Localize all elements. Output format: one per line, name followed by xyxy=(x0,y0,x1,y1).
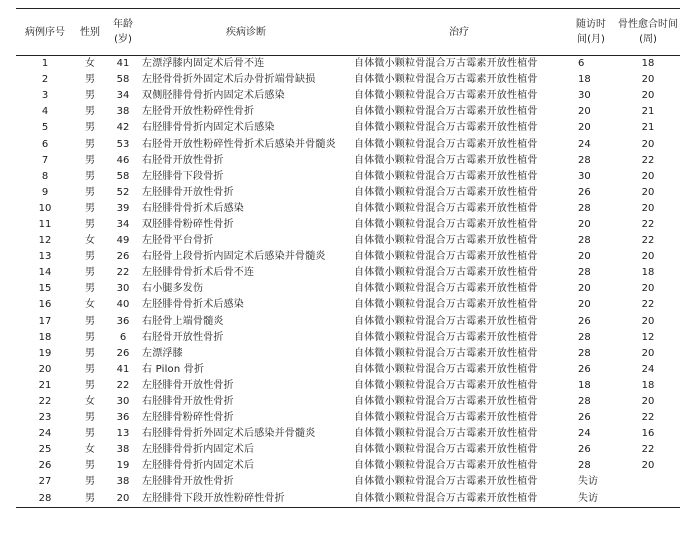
patient-table xyxy=(16,8,680,508)
header-case-number: 病例序号 xyxy=(16,9,74,56)
cell-treatment: 自体微小颗粒骨混合万古霉素开放性植骨 xyxy=(354,90,538,102)
cell-healing-time: 22 xyxy=(641,154,655,166)
cell-treatment: 自体微小颗粒骨混合万古霉素开放性植骨 xyxy=(354,186,538,198)
cell-follow-up: 18 xyxy=(578,74,591,86)
cell-age: 38 xyxy=(116,106,130,118)
cell-treatment: 自体微小颗粒骨混合万古霉素开放性植骨 xyxy=(354,106,538,118)
cell-case-number: 6 xyxy=(41,138,49,150)
cell-follow-up: 失访 xyxy=(566,491,616,508)
cell-age: 38 xyxy=(116,476,130,488)
table-row xyxy=(16,56,680,73)
cell-case-number: 2 xyxy=(41,74,49,86)
table-row xyxy=(16,136,680,152)
cell-case-number: 3 xyxy=(41,90,49,102)
cell-diagnosis: 左胫腓骨开放性骨折 xyxy=(142,186,234,198)
cell-healing-time: 20 xyxy=(641,396,655,408)
cell-diagnosis: 左胫腓骨下段开放性粉碎性骨折 xyxy=(140,491,352,508)
cell-healing-time: 20 xyxy=(641,138,655,150)
cell-age: 34 xyxy=(116,90,130,102)
cell-case-number: 28 xyxy=(16,491,74,508)
cell-case-number: 21 xyxy=(38,379,52,391)
table-row xyxy=(16,491,680,508)
cell-case-number: 7 xyxy=(41,154,49,166)
cell-healing-time: 22 xyxy=(641,444,655,456)
cell-diagnosis: 右胫骨开放性粉碎性骨折术后感染并骨髓炎 xyxy=(142,138,336,150)
cell-healing-time: 22 xyxy=(641,218,655,230)
cell-sex: 男 xyxy=(85,476,95,488)
table-row xyxy=(16,314,680,330)
cell-treatment: 自体微小颗粒骨混合万古霉素开放性植骨 xyxy=(354,315,538,327)
cell-age: 58 xyxy=(116,170,130,182)
cell-treatment: 自体微小颗粒骨混合万古霉素开放性植骨 xyxy=(354,267,538,279)
table-row xyxy=(16,233,680,249)
cell-age: 30 xyxy=(116,283,130,295)
table-row xyxy=(16,410,680,426)
header-follow-up: 随访时 间(月) xyxy=(566,9,616,56)
cell-diagnosis: 右 Pilon 骨折 xyxy=(142,363,205,375)
cell-follow-up: 24 xyxy=(578,138,591,150)
table-body xyxy=(16,56,680,508)
cell-diagnosis: 右胫腓骨骨折内固定术后感染 xyxy=(142,122,275,134)
cell-diagnosis: 右胫腓骨骨折术后感染 xyxy=(142,202,244,214)
cell-sex: 男 xyxy=(85,154,95,166)
cell-case-number: 14 xyxy=(38,267,52,279)
cell-follow-up: 28 xyxy=(578,154,591,166)
cell-diagnosis: 左胫腓骨骨折术后骨不连 xyxy=(142,267,255,279)
header-treatment: 治疗 xyxy=(352,9,566,56)
cell-treatment: 自体微小颗粒骨混合万古霉素开放性植骨 xyxy=(354,74,538,86)
cell-sex: 男 xyxy=(85,412,95,424)
cell-healing-time: 20 xyxy=(641,74,655,86)
cell-treatment: 自体微小颗粒骨混合万古霉素开放性植骨 xyxy=(354,170,538,182)
cell-age: 42 xyxy=(116,122,130,134)
table-row xyxy=(16,394,680,410)
cell-case-number: 1 xyxy=(41,58,49,70)
cell-diagnosis: 右胫骨上端骨髓炎 xyxy=(142,315,224,327)
cell-healing-time: 20 xyxy=(641,202,655,214)
cell-age: 6 xyxy=(119,331,127,343)
cell-treatment: 自体微小颗粒骨混合万古霉素开放性植骨 xyxy=(354,202,538,214)
cell-case-number: 10 xyxy=(38,202,52,214)
cell-treatment: 自体微小颗粒骨混合万古霉素开放性植骨 xyxy=(354,138,538,150)
table-row xyxy=(16,281,680,297)
cell-diagnosis: 左胫腓骨开放性骨折 xyxy=(142,476,234,488)
table-row xyxy=(16,346,680,362)
cell-healing-time: 22 xyxy=(641,299,655,311)
cell-diagnosis: 左胫腓骨骨折内固定术后 xyxy=(142,460,255,472)
cell-case-number: 25 xyxy=(38,444,52,456)
table-row xyxy=(16,104,680,120)
cell-sex: 男 xyxy=(85,251,95,263)
cell-healing-time: 20 xyxy=(641,283,655,295)
cell-follow-up: 30 xyxy=(578,90,591,102)
cell-healing-time: 18 xyxy=(641,58,655,70)
cell-healing-time: 20 xyxy=(641,251,655,263)
cell-follow-up: 30 xyxy=(578,170,591,182)
cell-healing-time: 12 xyxy=(641,331,655,343)
cell-diagnosis: 左胫腓骨骨折术后感染 xyxy=(142,299,244,311)
cell-case-number: 17 xyxy=(38,315,52,327)
cell-case-number: 22 xyxy=(38,396,52,408)
cell-sex: 女 xyxy=(85,444,95,456)
cell-healing-time: 20 xyxy=(641,460,655,472)
cell-case-number: 12 xyxy=(38,235,52,247)
header-healing-time: 骨性愈合时间 (周) xyxy=(616,9,680,56)
cell-sex: 男 xyxy=(85,138,95,150)
cell-age: 46 xyxy=(116,154,130,166)
cell-follow-up: 26 xyxy=(578,186,591,198)
cell-healing-time: 24 xyxy=(641,363,655,375)
cell-treatment: 自体微小颗粒骨混合万古霉素开放性植骨 xyxy=(354,396,538,408)
cell-healing-time: 16 xyxy=(641,428,655,440)
cell-treatment: 自体微小颗粒骨混合万古霉素开放性植骨 xyxy=(354,363,538,375)
cell-sex: 女 xyxy=(85,58,95,70)
cell-diagnosis: 右胫骨开放性骨折 xyxy=(142,154,224,166)
cell-healing-time xyxy=(616,491,680,508)
cell-follow-up: 28 xyxy=(578,347,591,359)
cell-case-number: 16 xyxy=(38,299,52,311)
table-row xyxy=(16,201,680,217)
cell-follow-up: 28 xyxy=(578,202,591,214)
cell-sex: 男 xyxy=(85,106,95,118)
cell-age: 41 xyxy=(116,363,130,375)
cell-diagnosis: 左胫腓骨骨折内固定术后 xyxy=(142,444,255,456)
cell-age: 34 xyxy=(116,218,130,230)
table-row xyxy=(16,72,680,88)
cell-treatment: 自体微小颗粒骨混合万古霉素开放性植骨 xyxy=(354,58,538,70)
cell-follow-up: 28 xyxy=(578,460,591,472)
cell-treatment: 自体微小颗粒骨混合万古霉素开放性植骨 xyxy=(354,331,538,343)
cell-sex: 男 xyxy=(85,379,95,391)
cell-sex: 男 xyxy=(85,218,95,230)
cell-case-number: 18 xyxy=(38,331,52,343)
table-row xyxy=(16,426,680,442)
cell-treatment: 自体微小颗粒骨混合万古霉素开放性植骨 xyxy=(354,154,538,166)
cell-diagnosis: 左胫骨开放性粉碎性骨折 xyxy=(142,106,255,118)
cell-follow-up: 24 xyxy=(578,428,591,440)
cell-sex: 男 xyxy=(85,170,95,182)
cell-healing-time xyxy=(616,474,680,490)
cell-follow-up: 20 xyxy=(578,218,591,230)
cell-sex: 男 xyxy=(85,74,95,86)
cell-healing-time: 20 xyxy=(641,170,655,182)
cell-sex: 男 xyxy=(85,267,95,279)
cell-age: 58 xyxy=(116,74,130,86)
cell-healing-time: 18 xyxy=(641,379,655,391)
cell-follow-up: 18 xyxy=(578,379,591,391)
cell-age: 53 xyxy=(116,138,130,150)
table-row xyxy=(16,458,680,474)
cell-treatment: 自体微小颗粒骨混合万古霉素开放性植骨 xyxy=(354,460,538,472)
cell-treatment: 自体微小颗粒骨混合万古霉素开放性植骨 xyxy=(354,235,538,247)
cell-treatment: 自体微小颗粒骨混合万古霉素开放性植骨 xyxy=(354,218,538,230)
table-row xyxy=(16,217,680,233)
table-row xyxy=(16,153,680,169)
cell-case-number: 20 xyxy=(38,363,52,375)
cell-case-number: 9 xyxy=(41,186,49,198)
cell-diagnosis: 左胫腓骨粉碎性骨折 xyxy=(142,412,234,424)
cell-follow-up: 20 xyxy=(578,251,591,263)
header-sex: 性别 xyxy=(74,9,106,56)
cell-age: 39 xyxy=(116,202,130,214)
cell-age: 52 xyxy=(116,186,130,198)
cell-sex: 男 xyxy=(85,315,95,327)
cell-diagnosis: 左胫骨平台骨折 xyxy=(142,235,214,247)
cell-age: 26 xyxy=(116,251,130,263)
cell-sex: 男 xyxy=(85,283,95,295)
cell-follow-up: 28 xyxy=(578,331,591,343)
cell-treatment: 自体微小颗粒骨混合万古霉素开放性植骨 xyxy=(354,444,538,456)
cell-sex: 男 xyxy=(85,202,95,214)
cell-follow-up: 失访 xyxy=(578,476,598,488)
table-row xyxy=(16,474,680,490)
cell-healing-time: 22 xyxy=(641,235,655,247)
cell-sex: 男 xyxy=(74,491,106,508)
cell-case-number: 11 xyxy=(38,218,52,230)
cell-sex: 男 xyxy=(85,186,95,198)
cell-sex: 男 xyxy=(85,460,95,472)
cell-treatment: 自体微小颗粒骨混合万古霉素开放性植骨 xyxy=(354,476,538,488)
cell-follow-up: 28 xyxy=(578,396,591,408)
cell-case-number: 23 xyxy=(38,412,52,424)
cell-age: 49 xyxy=(116,235,130,247)
cell-age: 40 xyxy=(116,299,130,311)
table-header xyxy=(16,9,680,56)
cell-healing-time: 20 xyxy=(641,186,655,198)
cell-age: 30 xyxy=(116,396,130,408)
cell-diagnosis: 左漂浮膝内固定术后骨不连 xyxy=(142,58,265,70)
cell-case-number: 13 xyxy=(38,251,52,263)
cell-case-number: 19 xyxy=(38,347,52,359)
cell-healing-time: 22 xyxy=(641,412,655,424)
cell-age: 22 xyxy=(116,267,130,279)
cell-follow-up: 20 xyxy=(578,283,591,295)
cell-treatment: 自体微小颗粒骨混合万古霉素开放性植骨 xyxy=(354,283,538,295)
cell-sex: 女 xyxy=(85,299,95,311)
table-row xyxy=(16,169,680,185)
cell-age: 38 xyxy=(116,444,130,456)
cell-treatment: 自体微小颗粒骨混合万古霉素开放性植骨 xyxy=(354,412,538,424)
cell-diagnosis: 右胫骨上段骨折内固定术后感染并骨髓炎 xyxy=(142,251,326,263)
cell-diagnosis: 右小腿多发伤 xyxy=(142,283,204,295)
table-row xyxy=(16,120,680,136)
cell-case-number: 27 xyxy=(38,476,52,488)
cell-age: 36 xyxy=(116,412,130,424)
cell-case-number: 5 xyxy=(41,122,49,134)
cell-diagnosis: 双胫腓骨粉碎性骨折 xyxy=(142,218,234,230)
table-row xyxy=(16,362,680,378)
cell-case-number: 15 xyxy=(38,283,52,295)
cell-treatment: 自体微小颗粒骨混合万古霉素开放性植骨 xyxy=(354,299,538,311)
cell-case-number: 24 xyxy=(38,428,52,440)
cell-sex: 男 xyxy=(85,331,95,343)
cell-follow-up: 20 xyxy=(578,106,591,118)
cell-case-number: 26 xyxy=(38,460,52,472)
cell-follow-up: 28 xyxy=(578,267,591,279)
cell-healing-time: 18 xyxy=(641,267,655,279)
cell-age: 13 xyxy=(116,428,130,440)
table-row xyxy=(16,378,680,394)
cell-treatment: 自体微小颗粒骨混合万古霉素开放性植骨 xyxy=(354,428,538,440)
table-row xyxy=(16,442,680,458)
cell-follow-up: 26 xyxy=(578,412,591,424)
cell-sex: 男 xyxy=(85,122,95,134)
table-row xyxy=(16,185,680,201)
cell-sex: 女 xyxy=(85,235,95,247)
cell-diagnosis: 左胫腓骨开放性骨折 xyxy=(142,379,234,391)
cell-age: 20 xyxy=(106,491,140,508)
cell-follow-up: 26 xyxy=(578,363,591,375)
cell-age: 36 xyxy=(116,315,130,327)
cell-age: 22 xyxy=(116,379,130,391)
table-row xyxy=(16,249,680,265)
cell-treatment: 自体微小颗粒骨混合万古霉素开放性植骨 xyxy=(354,251,538,263)
cell-diagnosis: 双侧胫腓骨骨折内固定术后感染 xyxy=(142,90,285,102)
table-row xyxy=(16,297,680,313)
cell-diagnosis: 左胫腓骨下段骨折 xyxy=(142,170,224,182)
cell-sex: 女 xyxy=(85,396,95,408)
cell-diagnosis: 左胫骨骨折外固定术后办骨折端骨缺损 xyxy=(142,74,316,86)
cell-follow-up: 26 xyxy=(578,444,591,456)
cell-case-number: 4 xyxy=(41,106,49,118)
cell-sex: 男 xyxy=(85,363,95,375)
table-row xyxy=(16,265,680,281)
cell-treatment: 自体微小颗粒骨混合万古霉素开放性植骨 xyxy=(354,122,538,134)
cell-treatment: 自体微小颗粒骨混合万古霉素开放性植骨 xyxy=(354,379,538,391)
table-row xyxy=(16,330,680,346)
header-diagnosis: 疾病诊断 xyxy=(140,9,352,56)
cell-healing-time: 20 xyxy=(641,90,655,102)
cell-healing-time: 20 xyxy=(641,315,655,327)
cell-diagnosis: 右胫腓骨骨折外固定术后感染并骨髓炎 xyxy=(142,428,316,440)
cell-follow-up: 20 xyxy=(578,122,591,134)
cell-follow-up: 28 xyxy=(578,235,591,247)
cell-sex: 男 xyxy=(85,428,95,440)
cell-age: 19 xyxy=(116,460,130,472)
cell-healing-time: 21 xyxy=(641,106,655,118)
cell-diagnosis: 左漂浮膝 xyxy=(142,347,183,359)
header-age: 年龄 (岁) xyxy=(106,9,140,56)
cell-follow-up: 20 xyxy=(578,299,591,311)
cell-follow-up: 26 xyxy=(578,315,591,327)
cell-sex: 男 xyxy=(85,347,95,359)
cell-diagnosis: 右胫骨开放性骨折 xyxy=(142,331,224,343)
cell-treatment: 自体微小颗粒骨混合万古霉素开放性植骨 xyxy=(352,491,566,508)
cell-age: 26 xyxy=(116,347,130,359)
table-row xyxy=(16,88,680,104)
cell-healing-time: 21 xyxy=(641,122,655,134)
cell-treatment: 自体微小颗粒骨混合万古霉素开放性植骨 xyxy=(354,347,538,359)
cell-case-number: 8 xyxy=(41,170,49,182)
cell-diagnosis: 右胫腓骨开放性骨折 xyxy=(142,396,234,408)
cell-age: 41 xyxy=(116,58,130,70)
cell-follow-up: 6 xyxy=(578,58,585,70)
cell-healing-time: 20 xyxy=(641,347,655,359)
cell-sex: 男 xyxy=(85,90,95,102)
